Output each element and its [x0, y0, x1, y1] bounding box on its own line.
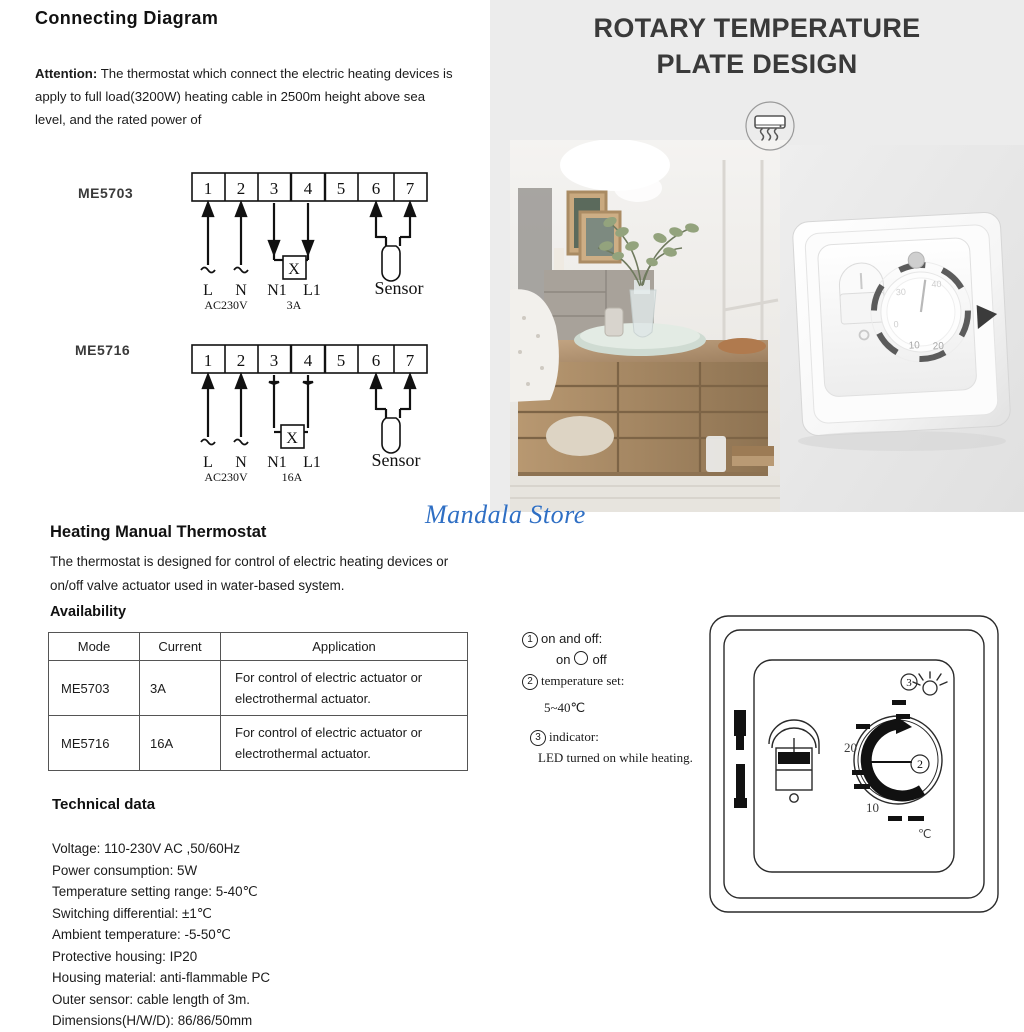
svg-text:40: 40 [931, 278, 942, 290]
banner-title-line1: ROTARY TEMPERATURE [593, 13, 921, 43]
table-row [49, 716, 468, 771]
tech-item: Ambient temperature: -5-50℃ [52, 927, 231, 942]
tech-item: Temperature setting range: 5-40℃ [52, 884, 258, 899]
svg-text:3: 3 [269, 351, 279, 370]
svg-text:N: N [235, 454, 247, 471]
banner-title [490, 10, 1024, 82]
instruction-off-label: off [592, 652, 607, 667]
table-header-current: Current [140, 633, 221, 661]
svg-text:16A: 16A [281, 470, 303, 484]
svg-text:AC230V: AC230V [204, 470, 248, 484]
thermostat-line-drawing [706, 612, 1002, 916]
callout-1-icon: 1 [522, 632, 538, 648]
svg-text:2: 2 [236, 351, 246, 370]
svg-text:℃: ℃ [918, 827, 932, 841]
power-circle-icon [574, 651, 588, 665]
svg-text:2: 2 [236, 179, 246, 198]
wiring-svg-1 [0, 160, 500, 330]
cell-application: For control of electric actuator or electrothermal actuator. [221, 661, 468, 716]
store-watermark: Mandala Store [425, 500, 586, 529]
svg-text:N: N [235, 282, 247, 299]
svg-text:10: 10 [908, 340, 921, 352]
table-header-row [49, 633, 468, 661]
instruction-3-label: indicator: [549, 729, 599, 744]
svg-text:4: 4 [303, 179, 313, 198]
attention-text: The thermostat which connect the electric heating devices is apply to full load(3200W) heating cable in 2500m height above sea level, and the rated power of [35, 66, 453, 127]
svg-text:2: 2 [917, 757, 923, 771]
svg-text:N1: N1 [267, 454, 287, 471]
attention-paragraph [35, 62, 455, 131]
tech-item: Switching differential: ±1℃ [52, 905, 212, 921]
svg-text:5: 5 [336, 179, 346, 198]
svg-text:N1: N1 [267, 282, 287, 299]
svg-text:20: 20 [844, 740, 857, 755]
operation-instructions [522, 628, 722, 768]
svg-text:6: 6 [371, 179, 381, 198]
callout-2-icon: 2 [522, 674, 538, 690]
technical-data-list [52, 838, 452, 1032]
table-row [49, 661, 468, 716]
instruction-item-2 [522, 670, 722, 691]
tech-item: Outer sensor: cable length of 3m. [52, 991, 250, 1007]
svg-text:7: 7 [405, 351, 415, 370]
instruction-on-off-row [556, 649, 722, 670]
svg-text:1: 1 [203, 351, 213, 370]
availability-heading: Availability [50, 604, 127, 620]
svg-text:4: 4 [303, 351, 313, 370]
wiring-diagram-me5703 [0, 160, 500, 330]
svg-text:L1: L1 [303, 454, 321, 471]
cell-current: 16A [140, 716, 221, 771]
instruction-2-range: 5~40℃ [544, 700, 586, 715]
banner-title-line2: PLATE DESIGN [656, 49, 858, 79]
instruction-item-3 [530, 726, 722, 747]
svg-text:3A: 3A [286, 298, 302, 312]
product-banner-panel [490, 0, 1024, 512]
svg-text:3: 3 [269, 179, 279, 198]
heating-manual-heading: Heating Manual Thermostat [50, 523, 267, 541]
wiring-diagram-me5716 [0, 332, 500, 502]
svg-text:X: X [286, 430, 298, 447]
svg-text:10: 10 [866, 800, 879, 815]
cell-current: 3A [140, 661, 221, 716]
instruction-item-1 [522, 628, 722, 649]
living-room-photo [510, 140, 788, 512]
tech-item: Protective housing: IP20 [52, 948, 198, 964]
attention-label: Attention: [35, 66, 98, 81]
svg-text:3: 3 [906, 677, 912, 689]
svg-text:Sensor: Sensor [374, 278, 424, 298]
air-conditioner-heater-icon [744, 100, 796, 152]
svg-text:30: 30 [895, 286, 907, 298]
svg-text:AC230V: AC230V [204, 298, 248, 312]
technical-data-heading: Technical data [52, 796, 156, 813]
svg-text:Sensor: Sensor [371, 450, 421, 470]
svg-text:7: 7 [405, 179, 415, 198]
cell-mode: ME5716 [49, 716, 140, 771]
tech-item: Power consumption: 5W [52, 862, 198, 878]
svg-text:6: 6 [371, 351, 381, 370]
tech-item: Housing material: anti-flammable PC [52, 970, 271, 985]
instruction-2-label: temperature set: [541, 673, 625, 688]
tech-item: Voltage: 110-230V AC ,50/60Hz [52, 841, 241, 856]
table-header-mode: Mode [49, 633, 140, 661]
instruction-1-label: on and off: [541, 631, 603, 646]
cell-mode: ME5703 [49, 661, 140, 716]
svg-text:1: 1 [203, 179, 213, 198]
svg-text:L1: L1 [303, 282, 321, 299]
cell-application: For control of electric actuator or electrothermal actuator. [221, 716, 468, 771]
svg-text:5: 5 [336, 351, 346, 370]
table-header-application: Application [221, 633, 468, 661]
instruction-3-text: LED turned on while heating. [538, 750, 693, 765]
svg-text:0: 0 [893, 319, 899, 330]
wiring-model-label-2: ME5716 [75, 342, 131, 358]
heating-description: The thermostat is designed for control of electric heating devices or on/off valve actuator used in water-based system. [50, 554, 449, 593]
thermostat-product-photo [780, 145, 1024, 512]
wiring-model-label-1: ME5703 [78, 185, 134, 201]
svg-text:L: L [203, 454, 213, 471]
svg-text:X: X [288, 261, 300, 278]
callout-3-icon: 3 [530, 730, 546, 746]
availability-table [48, 632, 468, 771]
connecting-diagram-heading: Connecting Diagram [35, 8, 219, 28]
tech-item: Dimensions(H/W/D): 86/86/50mm [52, 1013, 253, 1028]
instruction-on-label: on [556, 652, 571, 667]
svg-text:L: L [203, 282, 213, 299]
svg-text:20: 20 [932, 340, 945, 353]
